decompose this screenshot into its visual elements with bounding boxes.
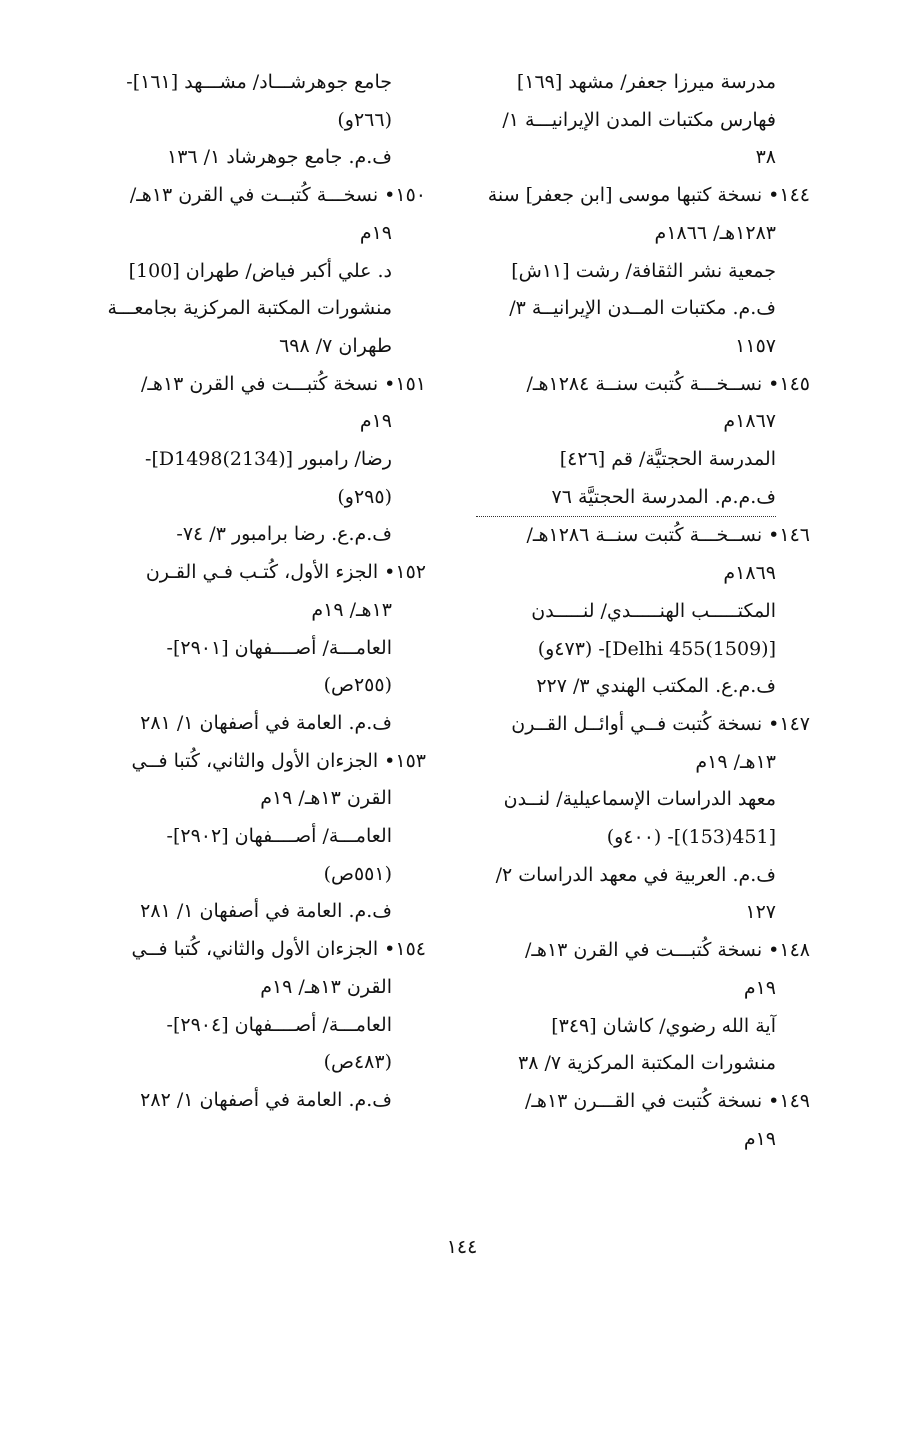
source-line: آية الله رضوي/ كاشان [٣٤٩] — [551, 1014, 776, 1037]
source-line: (٢٩٥و) — [337, 485, 392, 508]
continuation-line: ١٣هـ/ ١٩م — [695, 750, 776, 773]
continuation-line: ٣٨ — [755, 146, 776, 169]
reference-line: منشورات المكتبة المركزية ٧/ ٣٨ — [518, 1052, 776, 1075]
continuation-line: ١٩م — [743, 1127, 776, 1150]
entry-line: ١٤٥• نســخـــة كُتبت سنــة ١٢٨٤هـ/ — [526, 372, 810, 395]
entry-line: ١٥١• نسخة كُتبـــت في القرن ١٣هـ/ — [140, 372, 426, 395]
source-line: العامـــة/ أصــــفهان [٢٩٠٢]- — [166, 825, 392, 848]
source-line: مدرسة ميرزا جعفر/ مشهد [١٦٩] — [516, 71, 776, 93]
reference-line: ف.م. جامع جوهرشاد ١/ ١٣٦ — [166, 146, 392, 169]
source-line: (٢٥٥ص) — [323, 674, 392, 697]
reference-line: ف.م. العامة في أصفهان ١/ ٢٨٢ — [140, 1088, 392, 1111]
continuation-line: ١٨٦٧م — [723, 410, 776, 433]
continuation-line: ١١٥٧ — [735, 334, 776, 357]
continuation-line: ١٢٧ — [745, 901, 776, 924]
source-line: (٤٨٣ص) — [323, 1051, 392, 1074]
source-line: جمعية نشر الثقافة/ رشت [١١ش] — [511, 259, 776, 282]
reference-line: ف.م. مكتبات المــدن الإيرانيــة ٣/ — [509, 297, 776, 320]
continuation-line: القرن ١٣هـ/ ١٩م — [260, 975, 392, 998]
entry-line: ١٤٩• نسخة كُتبت في القـــرن ١٣هـ/ — [524, 1089, 810, 1112]
continuation-line: ١٨٦٩م — [723, 562, 776, 585]
continuation-line: ١٩م — [359, 221, 392, 244]
reference-line: ف.م. العامة في أصفهان ١/ ٢٨١ — [140, 711, 392, 734]
source-line: [Delhi 455(1509)]- (٤٧٣و) — [537, 637, 776, 660]
entry-line: ١٤٤• نسخة كتبها موسى [ابن جعفر] سنة — [487, 184, 810, 207]
reference-line: ف.م.ع. رضا برامبور ٣/ ٧٤- — [176, 523, 392, 546]
entry-line: ١٥٣• الجزءان الأول والثاني، كُتبا فــي — [131, 749, 426, 772]
source-line: [451(153)]- (٤٠٠و) — [606, 826, 776, 849]
right-column — [470, 64, 810, 1158]
left-column — [86, 64, 426, 1120]
reference-line: طهران ٧/ ٦٩٨ — [279, 334, 392, 357]
continuation-line: ١٢٨٣هـ/ ١٨٦٦م — [654, 221, 776, 244]
entry-line: ١٥٤• الجزءان الأول والثاني، كُتبا فــي — [131, 938, 426, 961]
source-line: (٥٥١ص) — [323, 862, 392, 885]
source-line: المكتـــــب الهنـــــدي/ لنـــــدن — [531, 599, 776, 622]
source-line: العامـــة/ أصــــفهان [٢٩٠٤]- — [166, 1013, 392, 1036]
entry-line: ١٥٠• نسخـــة كُتبــت في القرن ١٣هـ/ — [129, 184, 426, 207]
source-line: المدرسة الحجتيَّة/ قم [٤٢٦] — [559, 448, 776, 471]
page-number: ١٤٤ — [446, 1236, 478, 1258]
source-line: العامـــة/ أصــــفهان [٢٩٠١]- — [166, 636, 392, 659]
reference-line: منشورات المكتبة المركزية بجامعـــة — [107, 297, 392, 320]
source-line: (٢٦٦و) — [337, 108, 392, 131]
reference-line: فهارس مكتبات المدن الإيرانيـــة ١/ — [502, 108, 776, 131]
entry-line: ١٤٦• نســخـــة كُتبت سنــة ١٢٨٦هـ/ — [526, 524, 810, 547]
continuation-line: ١٩م — [359, 410, 392, 433]
reference-line: ف.م.ع. المكتب الهندي ٣/ ٢٢٧ — [536, 675, 776, 698]
reference-line: ف.م.م. المدرسة الحجتيَّة ٧٦ — [476, 479, 776, 518]
entry-line: ١٤٨• نسخة كُتبـــت في القرن ١٣هـ/ — [524, 939, 810, 962]
entry-line: ١٥٢• الجزء الأول، كُتـب فـي القـرن — [145, 561, 426, 584]
reference-line: ف.م. العربية في معهد الدراسات ٢/ — [495, 863, 776, 886]
source-line: د. علي أكبر فياض/ طهران [100] — [128, 259, 392, 282]
entry-line: ١٤٧• نسخة كُتبت فــي أوائــل القــرن — [511, 712, 810, 735]
reference-line: ف.م. العامة في أصفهان ١/ ٢٨١ — [140, 900, 392, 923]
continuation-line: ١٣هـ/ ١٩م — [311, 598, 392, 621]
source-line: جامع جوهرشـــاد/ مشـــهد [١٦١]- — [126, 71, 392, 93]
source-line: معهد الدراسات الإسماعيلية/ لنــدن — [503, 788, 776, 811]
continuation-line: القرن ١٣هـ/ ١٩م — [260, 787, 392, 810]
continuation-line: ١٩م — [743, 976, 776, 999]
source-line: رضا/ رامبور [D1498(2134)]- — [145, 448, 392, 471]
